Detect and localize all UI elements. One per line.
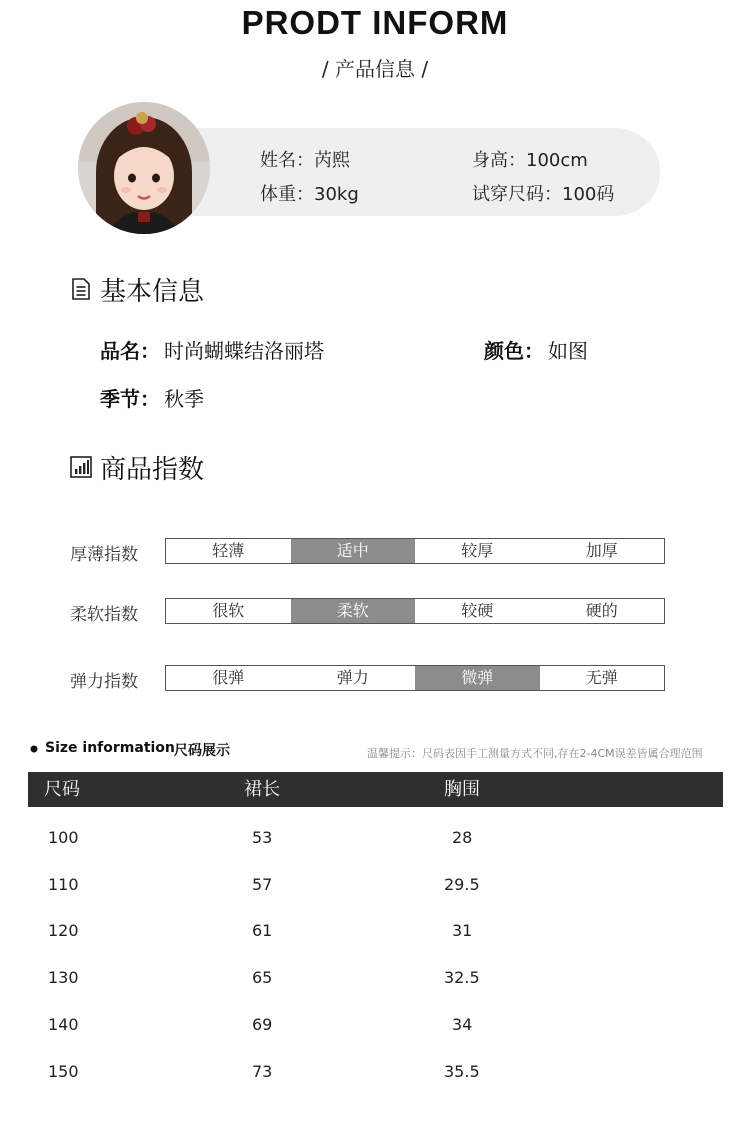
col-header-length: 裙长 (244, 779, 280, 800)
model-photo (78, 102, 210, 234)
color-value: 如图 (548, 339, 588, 363)
index-option: 微弹 (415, 666, 540, 690)
model-height: 身高：100cm (472, 150, 588, 171)
index-option: 弹力 (336, 668, 369, 687)
thickness-index-bar (165, 538, 665, 564)
model-trial-size: 试穿尺码：100码 (472, 184, 615, 205)
cell-chest: 34 (452, 1015, 473, 1034)
basic-info-heading: 基本信息 (100, 277, 205, 307)
document-icon (70, 278, 92, 300)
cell-length: 53 (252, 828, 273, 847)
product-name-label: 品名： (100, 339, 160, 363)
cell-length: 69 (252, 1015, 273, 1034)
product-index-heading: 商品指数 (100, 455, 205, 485)
model-avatar (78, 102, 210, 234)
cell-size: 110 (48, 875, 79, 894)
index-option: 柔软 (291, 599, 416, 623)
index-option: 加厚 (585, 541, 618, 560)
cell-length: 57 (252, 875, 273, 894)
index-option: 轻薄 (212, 541, 245, 560)
cell-chest: 28 (452, 828, 473, 847)
col-header-chest: 胸围 (444, 779, 480, 800)
index-option: 很弹 (212, 668, 245, 687)
color-label: 颜色： (484, 339, 544, 363)
season-label: 季节： (100, 387, 160, 411)
col-header-size: 尺码 (44, 779, 80, 800)
bullet-icon (30, 745, 38, 753)
index-option: 适中 (291, 539, 416, 563)
cell-size: 150 (48, 1062, 79, 1081)
cell-length: 65 (252, 968, 273, 987)
cell-chest: 35.5 (444, 1062, 480, 1081)
size-info-title-cn: 尺码展示 (174, 743, 230, 759)
softness-index-label: 柔软指数 (70, 605, 138, 625)
cell-chest: 32.5 (444, 968, 480, 987)
index-option: 硬的 (585, 601, 618, 620)
size-table-header (28, 772, 723, 807)
bar-chart-icon (70, 456, 92, 478)
cell-length: 61 (252, 921, 273, 940)
index-option: 无弹 (585, 668, 618, 687)
thickness-index-label: 厚薄指数 (70, 545, 138, 565)
index-option: 较厚 (461, 541, 494, 560)
page-title: PRODT INFORM (241, 4, 509, 41)
page-subtitle: / 产品信息 / (321, 57, 429, 81)
cell-length: 73 (252, 1062, 273, 1081)
cell-size: 100 (48, 828, 79, 847)
elasticity-index-label: 弹力指数 (70, 672, 138, 692)
elasticity-index-bar (165, 665, 665, 691)
cell-size: 140 (48, 1015, 79, 1034)
product-name-value: 时尚蝴蝶结洛丽塔 (164, 339, 324, 363)
size-note: 温馨提示：尺码表因手工测量方式不同,存在2-4CM误差皆属合理范围 (367, 747, 703, 760)
model-name: 姓名：芮熙 (260, 150, 350, 171)
season-value: 秋季 (164, 387, 204, 411)
cell-chest: 31 (452, 921, 473, 940)
index-option: 较硬 (461, 601, 494, 620)
index-option: 很软 (212, 601, 245, 620)
cell-chest: 29.5 (444, 875, 480, 894)
cell-size: 120 (48, 921, 79, 940)
size-info-title-en: Size information (45, 740, 175, 756)
model-weight: 体重：30kg (260, 184, 359, 205)
cell-size: 130 (48, 968, 79, 987)
softness-index-bar (165, 598, 665, 624)
